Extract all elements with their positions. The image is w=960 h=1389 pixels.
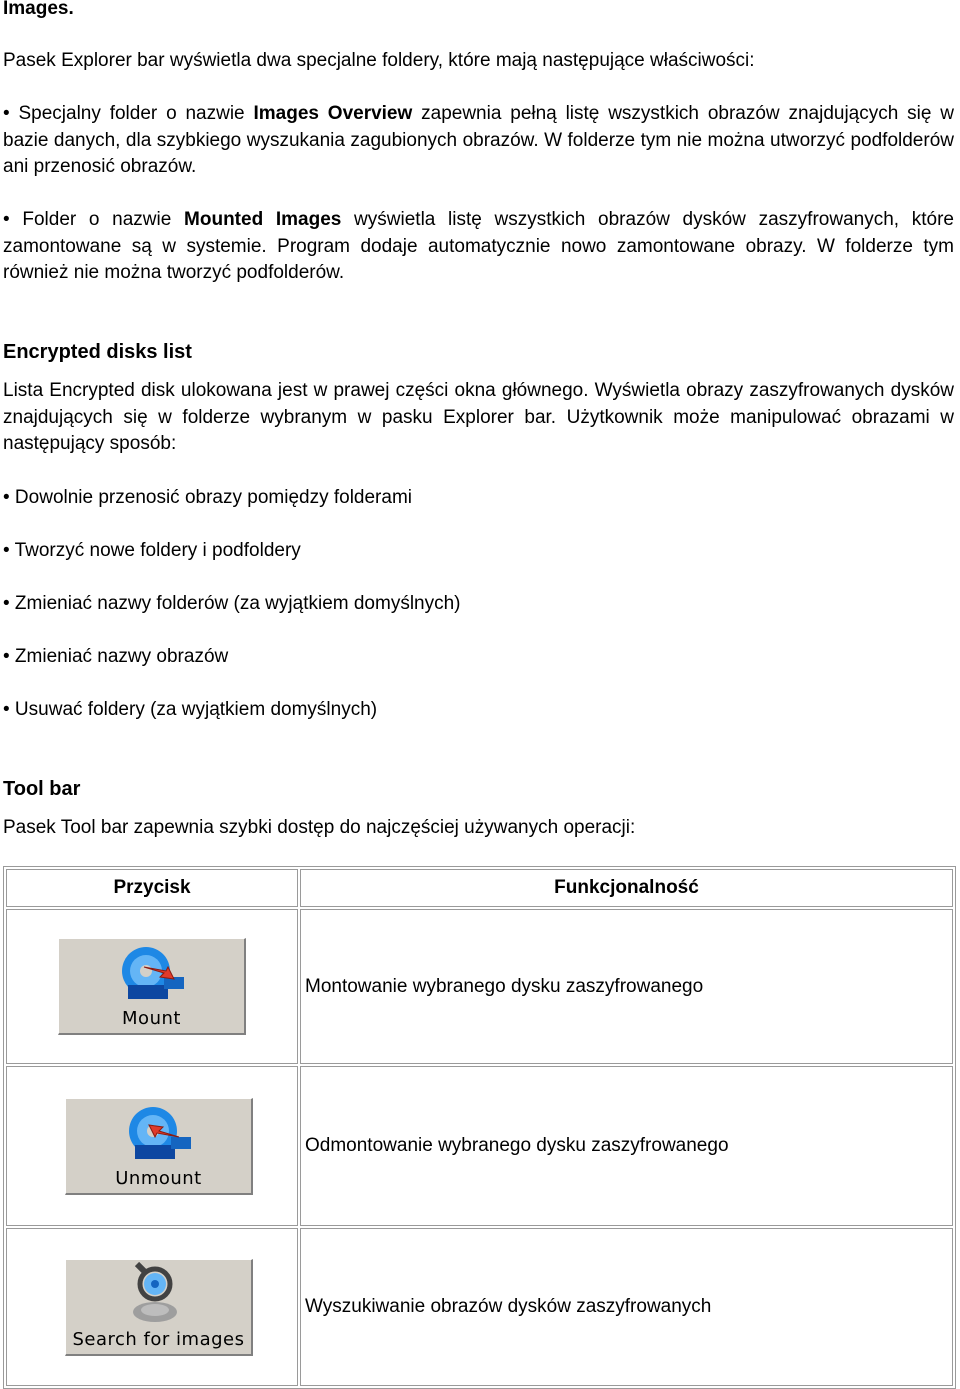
table-row: [6, 1228, 953, 1386]
unmount-button[interactable]: [65, 1098, 253, 1195]
mount-button[interactable]: [58, 938, 246, 1035]
list-item: • Tworzyć nowe foldery i podfoldery: [3, 540, 301, 561]
function-cell: Odmontowanie wybranego dysku zaszyfrowanego: [300, 1066, 953, 1226]
column-header-button: Przycisk: [6, 869, 298, 907]
bullet-images-overview: • Specjalny folder o nazwie Images Overview zapewnia pełną listę wszystkich obrazów znajdujących się w bazie danych, dla szybkiego wyszukania zagubionych obrazów. W folderze tym nie można utworzyć podfolderów ani przenosić obrazów.: [3, 103, 955, 177]
encrypted-paragraph: Lista Encrypted disk ulokowana jest w prawej części okna głównego. Wyświetla obrazy zaszyfrowanych dysków znajdujących się w folderze wybranym w pasku Explorer bar. Użytkownik może manipulować obrazami w następujący sposób:: [3, 380, 954, 454]
button-cell: [6, 909, 298, 1064]
column-header-function: Funkcjonalność: [300, 869, 953, 907]
table-header-row: [6, 869, 953, 907]
unmount-icon: [121, 1103, 201, 1165]
function-cell: Montowanie wybranego dysku zaszyfrowanego: [300, 909, 953, 1064]
search-images-label: Search for images: [72, 1328, 245, 1350]
button-cell: [6, 1228, 298, 1386]
function-cell: Wyszukiwanie obrazów dysków zaszyfrowanych: [300, 1228, 953, 1386]
bullet-mounted-images: • Folder o nazwie Mounted Images wyświetla listę wszystkich obrazów dysków zaszyfrowanych, które zamontowane są w systemie. Program dodaje automatycznie nowo zamontowane obrazy. W folderze tym również nie można tworzyć podfolderów.: [3, 209, 954, 283]
toolbar-paragraph: Pasek Tool bar zapewnia szybki dostęp do najczęściej używanych operacji:: [3, 817, 636, 838]
table-row: [6, 909, 953, 1064]
list-item: • Zmieniać nazwy folderów (za wyjątkiem domyślnych): [3, 593, 461, 614]
mount-label: Mount: [122, 1008, 181, 1029]
button-cell: [6, 1066, 298, 1226]
explorer-paragraph: Pasek Explorer bar wyświetla dwa specjalne foldery, które mają następujące właściwości:: [3, 50, 755, 71]
unmount-label: Unmount: [115, 1167, 202, 1189]
search-images-icon: [121, 1262, 201, 1326]
heading-tail: Images.: [3, 0, 74, 19]
encrypted-heading: Encrypted disks list: [3, 341, 192, 363]
list-item: • Zmieniać nazwy obrazów: [3, 646, 229, 667]
list-item: • Usuwać foldery (za wyjątkiem domyślnych): [3, 699, 378, 720]
toolbar-table: [3, 866, 956, 1389]
list-item: • Dowolnie przenosić obrazy pomiędzy folderami: [3, 487, 413, 508]
search-images-button[interactable]: [65, 1259, 253, 1356]
mount-icon: [114, 943, 194, 1005]
table-row: [6, 1066, 953, 1226]
toolbar-heading: Tool bar: [3, 778, 81, 800]
